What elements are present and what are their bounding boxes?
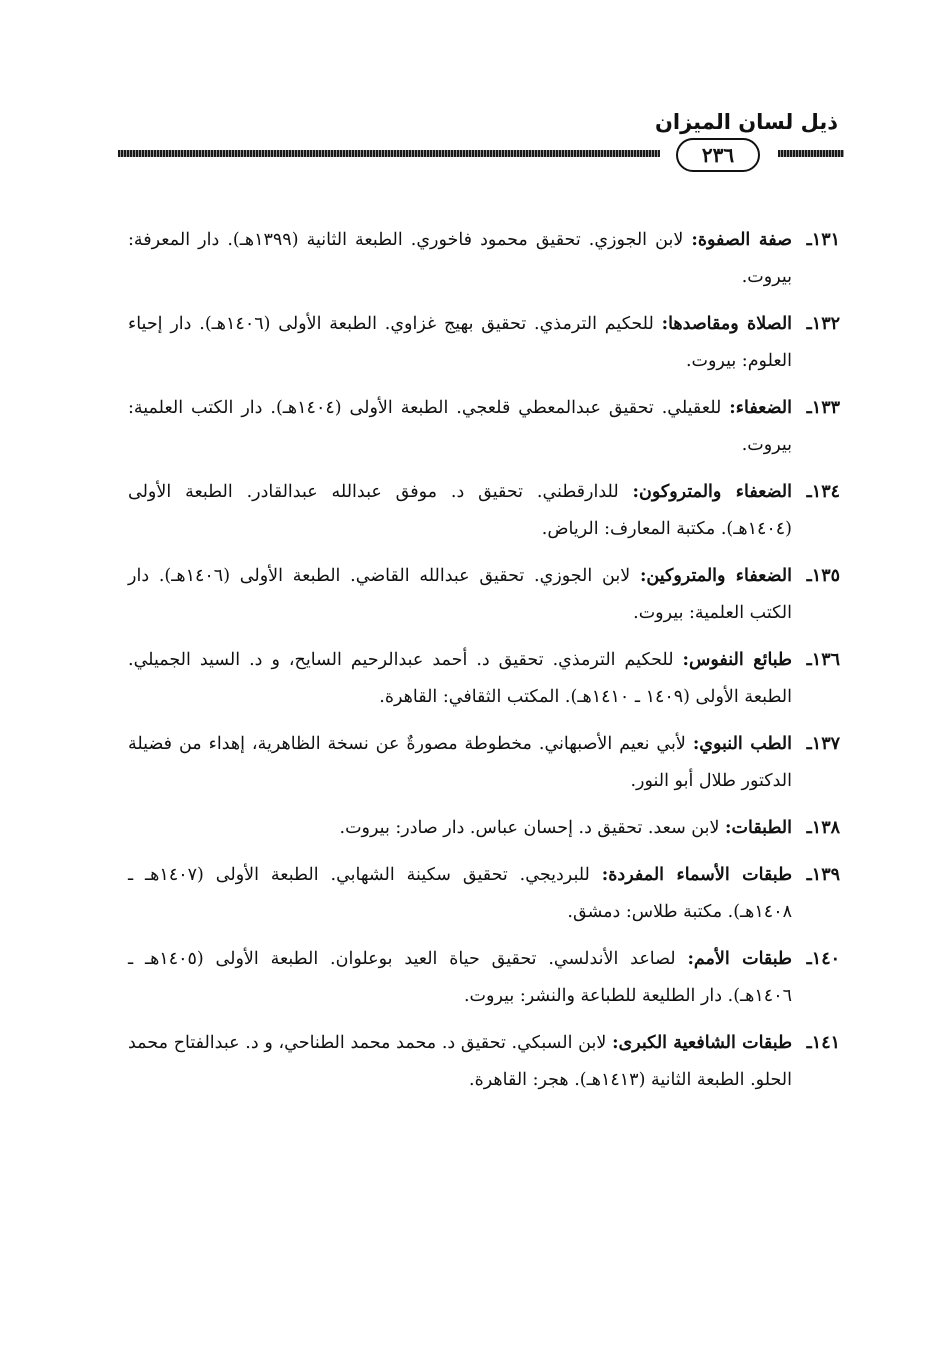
entry-title: طبائع النفوس: bbox=[682, 650, 792, 670]
entry-details: لابن الجوزي. تحقيق محمود فاخوري. الطبعة الثانية (١٣٩٩هـ). دار المعرفة: بيروت. bbox=[128, 230, 792, 287]
entry-details: للبرديجي. تحقيق سكينة الشهابي. الطبعة الأولى (١٤٠٧هـ ـ ١٤٠٨هـ). مكتبة طلاس: دمشق. bbox=[128, 865, 792, 922]
entry-title: الضعفاء والمتروكين: bbox=[639, 566, 792, 586]
bibliography-entry bbox=[128, 474, 840, 548]
bibliography-entry bbox=[128, 1025, 840, 1099]
entry-title: صفة الصفوة: bbox=[691, 230, 792, 250]
entry-title: الصلاة ومقاصدها: bbox=[661, 314, 793, 334]
entry-details: للحكيم الترمذي. تحقيق بهيج غزاوي. الطبعة الأولى (١٤٠٦هـ). دار إحياء العلوم: بيروت. bbox=[128, 314, 792, 371]
entry-title: طبقات الشافعية الكبرى: bbox=[612, 1033, 792, 1053]
entry-number: ١٣٩ـ bbox=[806, 865, 840, 885]
entry-number: ١٣٨ـ bbox=[806, 818, 840, 838]
entry-title: الضعفاء والمتروكون: bbox=[632, 482, 792, 502]
bibliography-list bbox=[128, 222, 840, 1109]
entry-details: لصاعد الأندلسي. تحقيق حياة العيد بوعلوان. الطبعة الأولى (١٤٠٥هـ ـ ١٤٠٦هـ). دار الطليعة للطباعة والنشر: بيروت. bbox=[128, 949, 792, 1006]
bibliography-entry bbox=[128, 810, 840, 847]
entry-details: لابن الجوزي. تحقيق عبدالله القاضي. الطبعة الأولى (١٤٠٦هـ). دار الكتب العلمية: بيروت. bbox=[128, 566, 792, 623]
entry-number: ١٣١ـ bbox=[806, 230, 840, 250]
bibliography-entry bbox=[128, 558, 840, 632]
bibliography-entry bbox=[128, 306, 840, 380]
entry-number: ١٣٣ـ bbox=[806, 398, 840, 418]
bibliography-entry bbox=[128, 857, 840, 931]
header-rule-left bbox=[118, 150, 660, 157]
bibliography-entry bbox=[128, 642, 840, 716]
entry-title: الطب النبوي: bbox=[692, 734, 792, 754]
entry-details: لابن السبكي. تحقيق د. محمد محمد الطناحي، و د. عبدالفتاح محمد الحلو. الطبعة الثانية (١٤١٣هـ). هجر: القاهرة. bbox=[128, 1033, 792, 1090]
entry-number: ١٤٠ـ bbox=[806, 949, 840, 969]
entry-title: طبقات الأسماء المفردة: bbox=[601, 865, 793, 885]
entry-details: للعقيلي. تحقيق عبدالمعطي قلعجي. الطبعة الأولى (١٤٠٤هـ). دار الكتب العلمية: بيروت. bbox=[128, 398, 792, 455]
entry-details: لابن سعد. تحقيق د. إحسان عباس. دار صادر: بيروت. bbox=[339, 818, 726, 838]
entry-number: ١٣٦ـ bbox=[806, 650, 840, 670]
entry-details: للحكيم الترمذي. تحقيق د. أحمد عبدالرحيم السايح، و د. السيد الجميلي. الطبعة الأولى (١٤٠٩ ـ ١٤١٠هـ). المكتب الثقافي: القاهرة. bbox=[128, 650, 792, 707]
entry-title: الضعفاء: bbox=[729, 398, 792, 418]
page-number: ٢٣٦ bbox=[676, 138, 760, 172]
entry-number: ١٣٤ـ bbox=[806, 482, 840, 502]
entry-number: ١٣٥ـ bbox=[806, 566, 840, 586]
page-header bbox=[118, 104, 844, 174]
book-title: ذيل لسان الميزان bbox=[654, 110, 838, 134]
entry-number: ١٣٧ـ bbox=[806, 734, 840, 754]
entry-details: لأبي نعيم الأصبهاني. مخطوطة مصورةٌ عن نسخة الظاهرية، إهداء من فضيلة الدكتور طلال أبو النور. bbox=[128, 734, 792, 791]
entry-number: ١٣٢ـ bbox=[806, 314, 840, 334]
entry-title: الطبقات: bbox=[725, 818, 792, 838]
bibliography-entry bbox=[128, 726, 840, 800]
bibliography-entry bbox=[128, 222, 840, 296]
header-rule-right bbox=[778, 150, 844, 157]
entry-title: طبقات الأمم: bbox=[687, 949, 792, 969]
entry-number: ١٤١ـ bbox=[806, 1033, 840, 1053]
entry-details: للدارقطني. تحقيق د. موفق عبدالله عبدالقادر. الطبعة الأولى (١٤٠٤هـ). مكتبة المعارف: الرياض. bbox=[128, 482, 792, 539]
bibliography-entry bbox=[128, 941, 840, 1015]
bibliography-entry bbox=[128, 390, 840, 464]
